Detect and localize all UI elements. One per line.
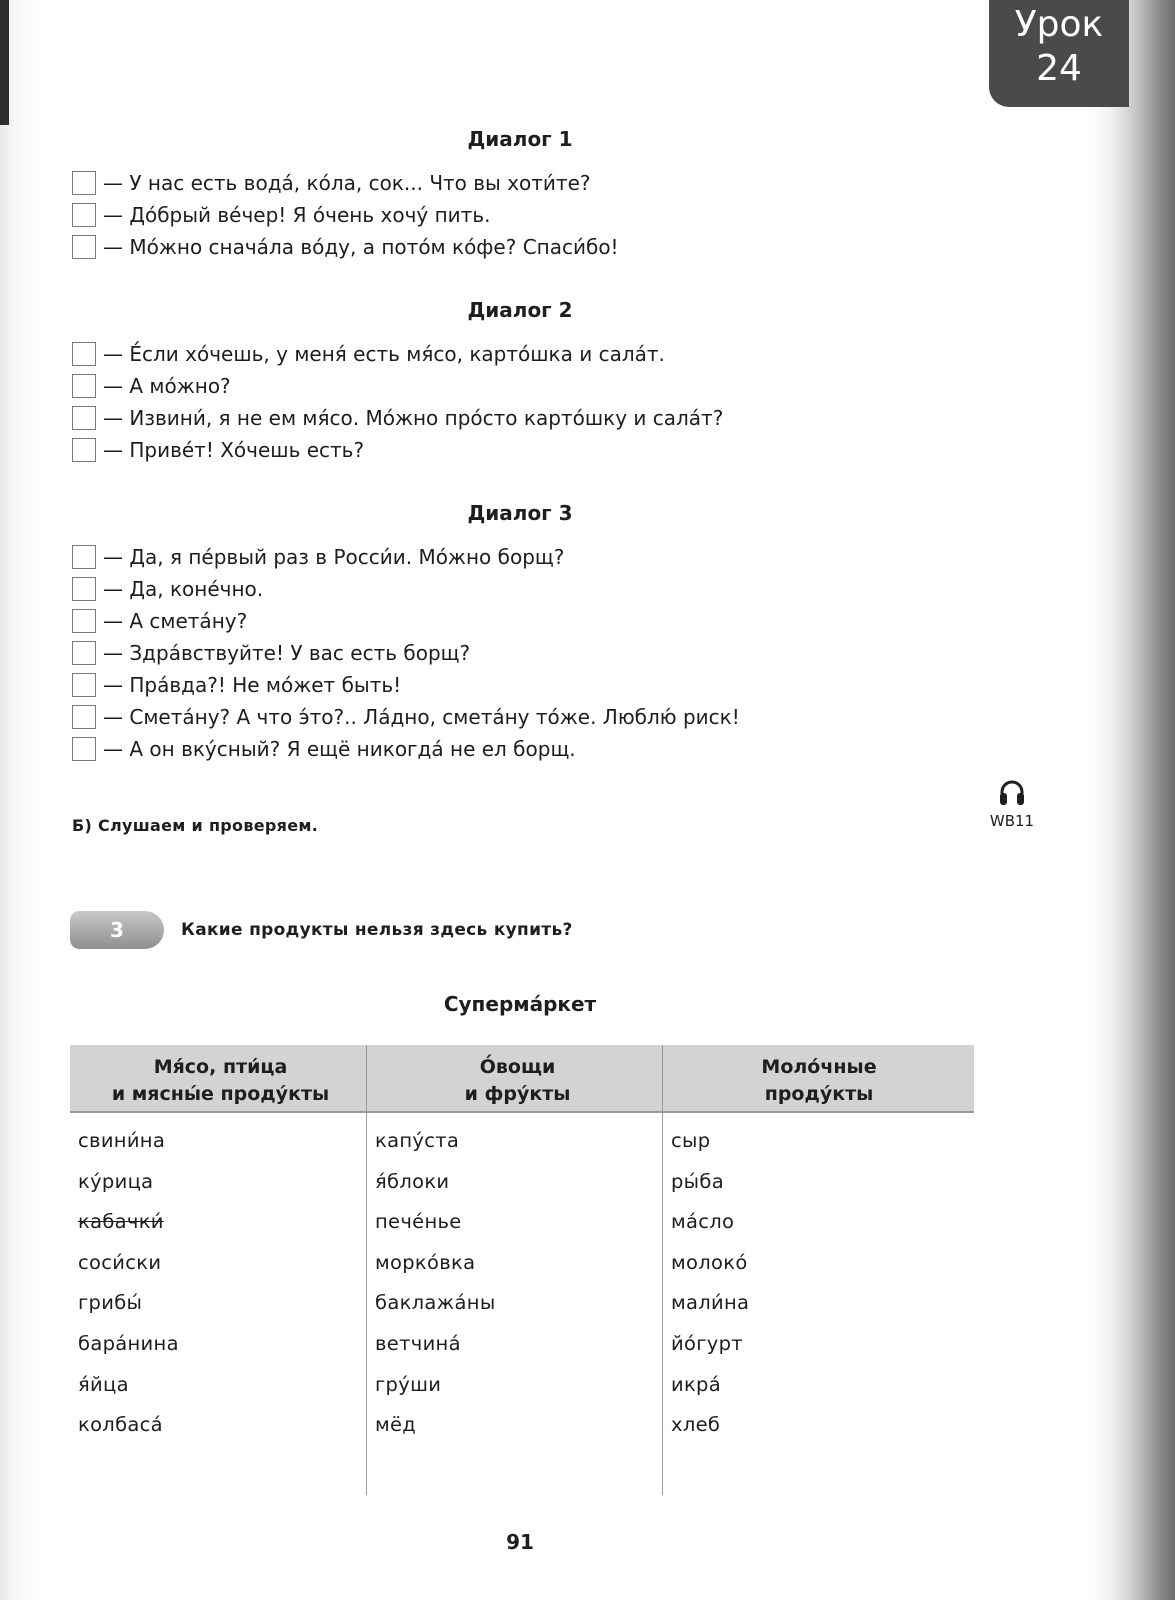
dialog-line-text: — Извини́, я не ем мя́со. Мо́жно про́сто карто́шку и сала́т? [103, 406, 724, 430]
order-checkbox[interactable] [72, 374, 96, 398]
product-item: хлеб [671, 1413, 721, 1437]
order-checkbox[interactable] [72, 171, 96, 195]
column-header: О́вощи и фру́кты [464, 1056, 571, 1105]
product-item: свини́на [78, 1129, 166, 1152]
dialog-line [72, 672, 401, 698]
order-checkbox[interactable] [72, 235, 96, 259]
order-checkbox[interactable] [72, 705, 96, 729]
dialog-line-text: — Да, я пе́рвый раз в Росси́и. Мо́жно борщ? [103, 545, 565, 569]
product-item: морко́вка [375, 1250, 476, 1274]
dialog-line-text: — Смета́ну? А что э́то?.. Ла́дно, смета́ну то́же. Люблю́ риск! [103, 705, 740, 729]
dialog-line [72, 373, 231, 399]
dialog-line [72, 576, 263, 602]
headphones-icon [997, 778, 1027, 808]
section-b-instruction: Б) Слушаем и проверяем. [72, 816, 319, 835]
order-checkbox[interactable] [72, 545, 96, 569]
dialog-line-text: — А смета́ну? [103, 609, 248, 633]
dialog-line [72, 704, 740, 730]
product-item: икра́ [671, 1372, 721, 1396]
dialog-line [72, 234, 619, 260]
product-item: капу́ста [375, 1129, 460, 1152]
order-checkbox[interactable] [72, 342, 96, 366]
dialog-line [72, 170, 591, 196]
order-checkbox[interactable] [72, 406, 96, 430]
page-edge [0, 0, 9, 125]
dialog-3-title: Диалог 3 [467, 501, 573, 525]
product-item: гру́ши [375, 1372, 442, 1396]
dialog-line-text: — Е́сли хо́чешь, у меня́ есть мя́со, карто́шка и сала́т. [103, 342, 665, 366]
product-item: пече́нье [375, 1210, 462, 1234]
dialog-line-text: — А мо́жно? [103, 374, 231, 398]
dialog-line-text: — Здра́вствуйте! У вас есть борщ? [103, 641, 471, 665]
dialog-line-text: — До́брый ве́чер! Я о́чень хочу́ пить. [103, 203, 491, 227]
order-checkbox[interactable] [72, 438, 96, 462]
product-item: колбаса́ [78, 1413, 163, 1437]
column-header: Моло́чные проду́кты [761, 1056, 877, 1105]
dialog-line-text: — Пра́вда?! Не мо́жет быть! [103, 673, 402, 697]
product-item: ветчина́ [375, 1331, 461, 1355]
product-item: я́йца [78, 1372, 129, 1396]
lesson-word: Урок [1014, 4, 1104, 45]
column-meat [70, 1045, 371, 1495]
exercise-number-badge: 3 [70, 911, 164, 949]
product-item: бара́нина [78, 1331, 179, 1355]
dialog-line [72, 544, 564, 570]
product-item: баклажа́ны [375, 1291, 496, 1315]
product-item: мёд [375, 1413, 417, 1437]
dialog-line [72, 608, 247, 634]
order-checkbox[interactable] [72, 609, 96, 633]
order-checkbox[interactable] [72, 577, 96, 601]
lesson-tab [989, 0, 1129, 107]
product-item: мали́на [671, 1291, 750, 1315]
page-number: 91 [506, 1530, 534, 1554]
dialog-line [72, 405, 723, 431]
audio-track[interactable] [982, 778, 1042, 830]
product-item: молоко́ [671, 1250, 748, 1274]
dialog-line-text: — А он вку́сный? Я ещё никогда́ не ел борщ. [103, 737, 576, 761]
column-dairy [662, 1045, 975, 1495]
product-item: грибы́ [78, 1291, 143, 1315]
product-item: соси́ски [78, 1250, 162, 1274]
supermarket-title: Суперма́ркет [443, 992, 597, 1016]
product-item: сыр [671, 1129, 711, 1152]
column-vegetables [366, 1045, 668, 1495]
order-checkbox[interactable] [72, 641, 96, 665]
products-table [70, 1045, 974, 1495]
exercise-title: Какие продукты нельзя здесь купить? [181, 920, 573, 940]
dialog-1-title: Диалог 1 [467, 127, 573, 151]
product-item: ма́сло [671, 1210, 735, 1234]
product-item: я́блоки [375, 1169, 450, 1193]
product-item: йо́гурт [671, 1331, 743, 1355]
product-item: ры́ба [671, 1169, 724, 1193]
column-header: Мя́со, пти́ца и мясны́е проду́кты [111, 1056, 330, 1105]
lesson-number: 24 [1036, 48, 1082, 89]
dialog-line-text: — Да, коне́чно. [103, 577, 264, 601]
dialog-2-title: Диалог 2 [467, 298, 573, 322]
dialog-line-text: — Мо́жно снача́ла во́ду, а пото́м ко́фе? Спаси́бо! [103, 235, 619, 259]
order-checkbox[interactable] [72, 737, 96, 761]
dialog-line-text: — Приве́т! Хо́чешь есть? [103, 438, 365, 462]
order-checkbox[interactable] [72, 673, 96, 697]
dialog-line [72, 202, 490, 228]
product-item: ку́рица [78, 1169, 154, 1193]
dialog-line [72, 736, 576, 762]
audio-code: WB11 [989, 812, 1035, 830]
dialog-line [72, 640, 470, 666]
order-checkbox[interactable] [72, 203, 96, 227]
dialog-line [72, 341, 665, 367]
dialog-line-text: — У нас есть вода́, ко́ла, сок... Что вы хоти́те? [103, 171, 591, 195]
product-item-crossed-out: кабачки́ [78, 1210, 164, 1234]
dialog-line [72, 437, 364, 463]
